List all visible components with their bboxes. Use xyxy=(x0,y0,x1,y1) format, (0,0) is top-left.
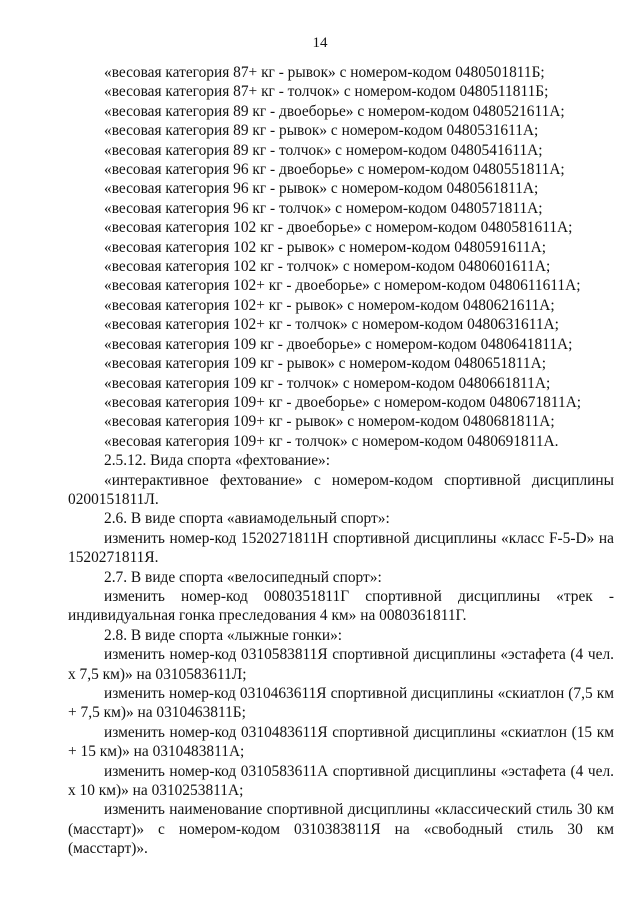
list-item: «весовая категория 87+ кг - рывок» с номером-кодом 0480501811Б; xyxy=(104,64,545,81)
list-item: «весовая категория 109 кг - толчок» с номером-кодом 0480661811А; xyxy=(104,374,551,392)
list-item: «весовая категория 96 кг - рывок» с номером-кодом 0480561811А; xyxy=(104,180,539,198)
paragraph: изменить номер-код 0080351811Г спортивной дисциплины «трек - индивидуальная гонка преследования 4 км» на 0080361811Г. xyxy=(68,587,614,625)
list-item: «весовая категория 102 кг - толчок» с номером-кодом 0480601611А; xyxy=(104,258,551,276)
page-number: 14 xyxy=(312,35,328,51)
section-heading: 2.6. В виде спорта «авиамодельный спорт»: xyxy=(104,510,390,528)
list-item: «весовая категория 102+ кг - двоеборье» с номером-кодом 0480611611А; xyxy=(104,277,581,295)
paragraph: изменить номер-код 0310463611Я спортивной дисциплины «скиатлон (7,5 км + 7,5 км)» на 0310463811Б; xyxy=(68,685,614,722)
document-body xyxy=(68,63,614,859)
list-item: «весовая категория 102+ кг - толчок» с номером-кодом 0480631611А; xyxy=(104,316,559,334)
section-heading: 2.5.12. Вида спорта «фехтование»: xyxy=(104,452,331,470)
list-item: «весовая категория 102 кг - двоеборье» с номером-кодом 0480581611А; xyxy=(104,219,573,237)
list-item: «весовая категория 89 кг - рывок» с номером-кодом 0480531611А; xyxy=(104,122,539,140)
paragraph: изменить номер-код 1520271811Н спортивной дисциплины «класс F-5-D» на 1520271811Я. xyxy=(68,529,614,567)
list-item: «весовая категория 102 кг - рывок» с номером-кодом 0480591611А; xyxy=(104,238,546,256)
paragraph: изменить номер-код 0310483611Я спортивной дисциплины «скиатлон (15 км + 15 км)» на 0310483811А; xyxy=(68,723,614,761)
paragraph: изменить номер-код 0310583811Я спортивной дисциплины «эстафета (4 чел. х 7,5 км)» на 0310583611Л; xyxy=(68,646,614,683)
list-item: «весовая категория 89 кг - толчок» с номером-кодом 0480541611А; xyxy=(104,141,543,159)
paragraph: изменить наименование спортивной дисциплины «классический стиль 30 км (масстарт)» с номером-кодом 0310383811Я на «свободный стиль 30 км (масстарт)». xyxy=(68,801,614,858)
section-heading: 2.8. В виде спорта «лыжные гонки»: xyxy=(104,626,343,644)
list-item: «весовая категория 87+ кг - толчок» с номером-кодом 0480511811Б; xyxy=(104,83,549,101)
list-item: «весовая категория 109+ кг - рывок» с номером-кодом 0480681811А; xyxy=(104,413,555,431)
weight-category-list xyxy=(68,63,614,451)
list-item: «весовая категория 96 кг - двоеборье» с номером-кодом 0480551811А; xyxy=(104,161,565,179)
list-item: «весовая категория 109+ кг - толчок» с номером-кодом 0480691811А. xyxy=(104,432,559,450)
list-item: «весовая категория 109 кг - рывок» с номером-кодом 0480651811А; xyxy=(104,355,546,373)
list-item: «весовая категория 96 кг - толчок» с номером-кодом 0480571811А; xyxy=(104,199,543,217)
section-heading: 2.7. В виде спорта «велосипедный спорт»: xyxy=(104,568,382,586)
list-item: «весовая категория 102+ кг - рывок» с номером-кодом 0480621611А; xyxy=(104,296,555,314)
list-item: «весовая категория 109+ кг - двоеборье» с номером-кодом 0480671811А; xyxy=(104,393,582,411)
paragraph: изменить номер-код 0310583611А спортивной дисциплины «эстафета (4 чел. х 10 км)» на 0310253811А; xyxy=(68,762,614,800)
list-item: «весовая категория 89 кг - двоеборье» с номером-кодом 0480521611А; xyxy=(104,102,565,120)
list-item: «весовая категория 109 кг - двоеборье» с номером-кодом 0480641811А; xyxy=(104,335,573,353)
paragraph: «интерактивное фехтование» с номером-кодом спортивной дисциплины 0200151811Л. xyxy=(68,471,614,508)
